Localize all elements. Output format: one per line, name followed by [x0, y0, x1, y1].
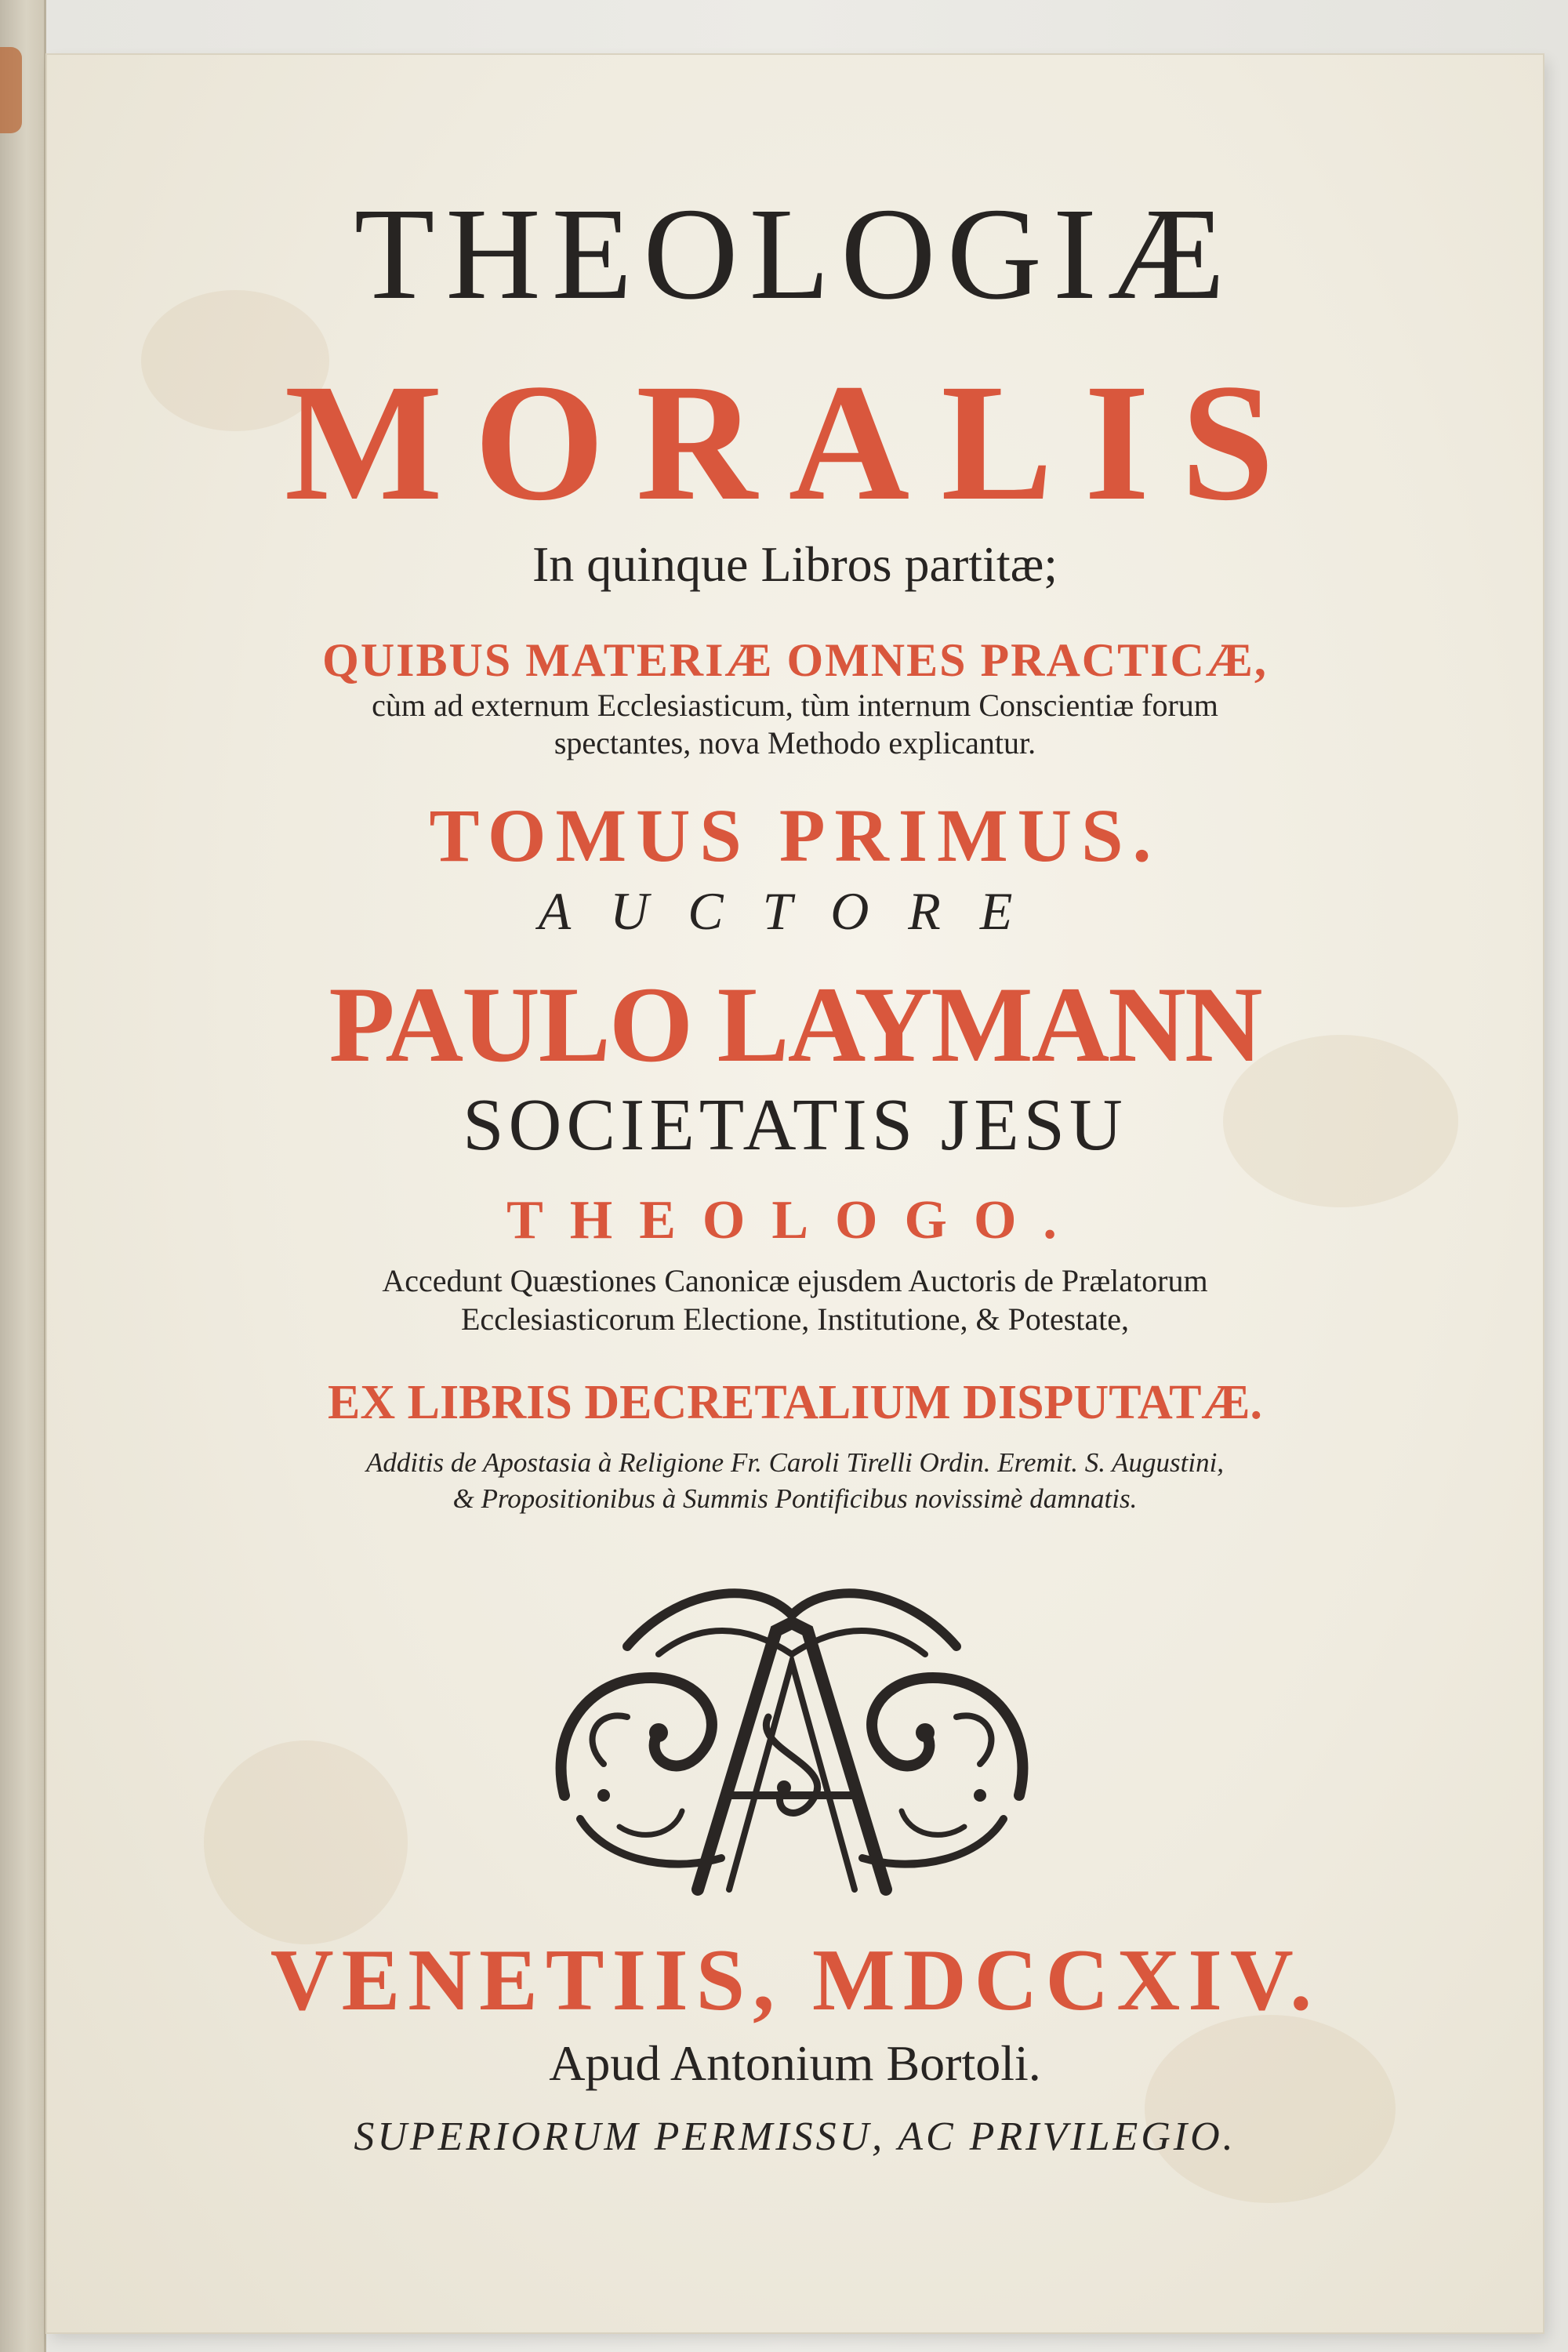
- accedunt-line-1: Accedunt Quæstiones Canonicæ ejusdem Auctoris de Prælatorum: [382, 1263, 1208, 1298]
- accedunt-line-2: Ecclesiasticorum Electione, Institutione, & Potestate,: [461, 1301, 1129, 1337]
- auctore-label: AUCTORE: [538, 881, 1052, 941]
- author-name: PAULO LAYMANN: [328, 964, 1261, 1084]
- additis-line-2: & Propositionibus à Summis Pontificibus novissimè damnatis.: [452, 1483, 1138, 1514]
- imprint-place-date: VENETIIS, MDCCXIV.: [270, 1932, 1320, 2029]
- society-name: SOCIETATIS JESU: [463, 1084, 1127, 1166]
- permission-line: SUPERIORUM PERMISSU, AC PRIVILEGIO.: [354, 2114, 1236, 2159]
- printers-device-ornament-icon: [533, 1560, 1051, 1897]
- paper-stain: [204, 1740, 408, 1944]
- spine-damage: [0, 47, 22, 133]
- description-line-2: spectantes, nova Methodo explicantur.: [554, 725, 1036, 760]
- description-line-1: cùm ad externum Ecclesiasticum, tùm internum Conscientiæ forum: [372, 688, 1218, 723]
- subtitle: In quinque Libros partitæ;: [532, 536, 1058, 592]
- publisher: Apud Antonium Bortoli.: [549, 2035, 1041, 2091]
- author-role: THEOLOGO.: [506, 1190, 1083, 1250]
- title-page: [47, 55, 1543, 2332]
- quibus-line: QUIBUS MATERIÆ OMNES PRACTICÆ,: [322, 634, 1268, 686]
- title-line-1: THEOLOGIÆ: [354, 181, 1236, 327]
- title-line-2: MORALIS: [284, 350, 1306, 535]
- additis-line-1: Additis de Apostasia à Religione Fr. Caroli Tirelli Ordin. Eremit. S. Augustini,: [365, 1447, 1225, 1478]
- ex-libris-line: EX LIBRIS DECRETALIUM DISPUTATÆ.: [328, 1376, 1262, 1429]
- volume-label: TOMUS PRIMUS.: [429, 793, 1161, 877]
- book-spine: [0, 0, 46, 2352]
